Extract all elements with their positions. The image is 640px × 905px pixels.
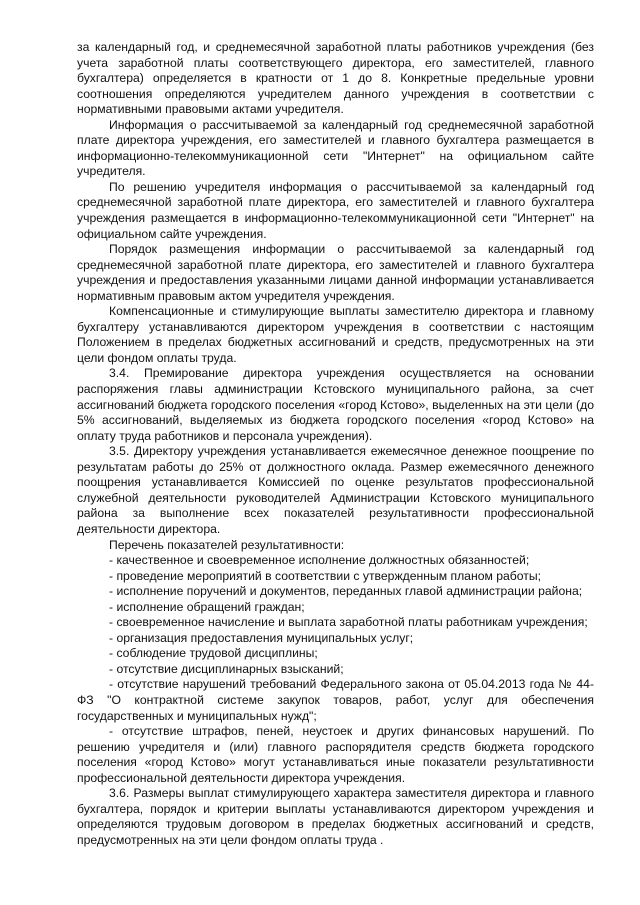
criteria-item: - соблюдение трудовой дисциплины; <box>109 646 318 661</box>
paragraph-criteria-heading: Перечень показателей результативности: <box>109 537 345 552</box>
paragraph-3-5-monthly-incentive: 3.5. Директору учреждения устанавливается ежемесячное денежное поощрение по результатам работы до 25% от должностного оклада. Размер ежемесячного денежного поощрения устанавливается Комиссией по оценке результатов профессиональной служебной деятельности руководителей Администрации Кстовского муниципального района за выполнение всех показателей результативности профессиональной деятельности директора. <box>77 444 594 536</box>
criteria-item: - проведение мероприятий в соответствии с утвержденным планом работы; <box>109 568 542 583</box>
criteria-item: - отсутствие дисциплинарных взысканий; <box>109 661 344 676</box>
criteria-item: - исполнение поручений и документов, переданных главой администрации района; <box>109 584 583 599</box>
paragraph-salary-ratio: за календарный год, и среднемесячной заработной платы работников учреждения (без учета заработной платы соответствующего директора, его заместителей, главного бухгалтера) определяется в кратности от 1 до 8. Конкретные предельные уровни соотношения определяются учредителем данного учреждения в соответствии с нормативными правовыми актами учредителя. <box>77 40 594 117</box>
criteria-item: - отсутствие нарушений требований Федерального закона от 05.04.2013 года № 44-ФЗ "О контрактной системе закупок товаров, работ, услуг для обеспечения государственных и муниципальных нужд"; <box>77 677 594 723</box>
paragraph-info-institution-site: По решению учредителя информация о рассчитываемой за календарный год среднемесячной заработной плате директора, его заместителей и главного бухгалтера учреждения размещается в информационно-телекоммуникационной сети "Интернет" на официальном сайте учреждения. <box>77 179 594 241</box>
paragraph-3-6-deputy-payments: 3.6. Размеры выплат стимулирующего характера заместителя директора и главного бухгалтера, порядок и критерии выплаты устанавливаются директором учреждения и определяются трудовым договором в пределах бюджетных ассигнований и средств, предусмотренных на эти цели фондом оплаты труда . <box>77 786 594 847</box>
criteria-item: - качественное и своевременное исполнение должностных обязанностей; <box>109 553 530 568</box>
document-page <box>77 40 594 848</box>
criteria-item: - организация предоставления муниципальных услуг; <box>109 630 414 645</box>
paragraph-info-founder-site: Информация о рассчитываемой за календарный год среднемесячной заработной плате директора учреждения, его заместителей и главного бухгалтера размещается в информационно-телекоммуникационной сети "Интернет" на официальном сайте учредителя. <box>77 117 594 179</box>
criteria-item: - своевременное начисление и выплата заработной платы работникам учреждения; <box>109 615 588 630</box>
criteria-item: - отсутствие штрафов, пеней, неустоек и других финансовых нарушений. По решению учредителя и (или) главного распорядителя средств бюджета городского поселения «город Кстово» могут устанавливаться иные показатели результативности профессиональной деятельности директора учреждения. <box>77 724 594 785</box>
paragraph-posting-procedure: Порядок размещения информации о рассчитываемой за календарный год среднемесячной заработной плате директора, его заместителей и главного бухгалтера учреждения и предоставления указанными лицами данной информации устанавливается нормативным правовым актом учредителя учреждения. <box>77 242 594 303</box>
criteria-item: - исполнение обращений граждан; <box>109 599 305 614</box>
paragraph-compensation-payments: Компенсационные и стимулирующие выплаты заместителю директора и главному бухгалтеру устанавливаются директором учреждения в соответствии с настоящим Положением в пределах бюджетных ассигнований и средств, предусмотренных на эти цели фондом оплаты труда. <box>77 304 594 365</box>
paragraph-3-4-bonus: 3.4. Премирование директора учреждения осуществляется на основании распоряжения главы администрации Кстовского муниципального района, за счет ассигнований бюджета городского поселения «город Кстово», выделенных на эти цели (до 5% ассигнований, выделяемых из бюджета городского поселения «город Кстово» на оплату труда работников и персонала учреждения). <box>77 366 594 443</box>
